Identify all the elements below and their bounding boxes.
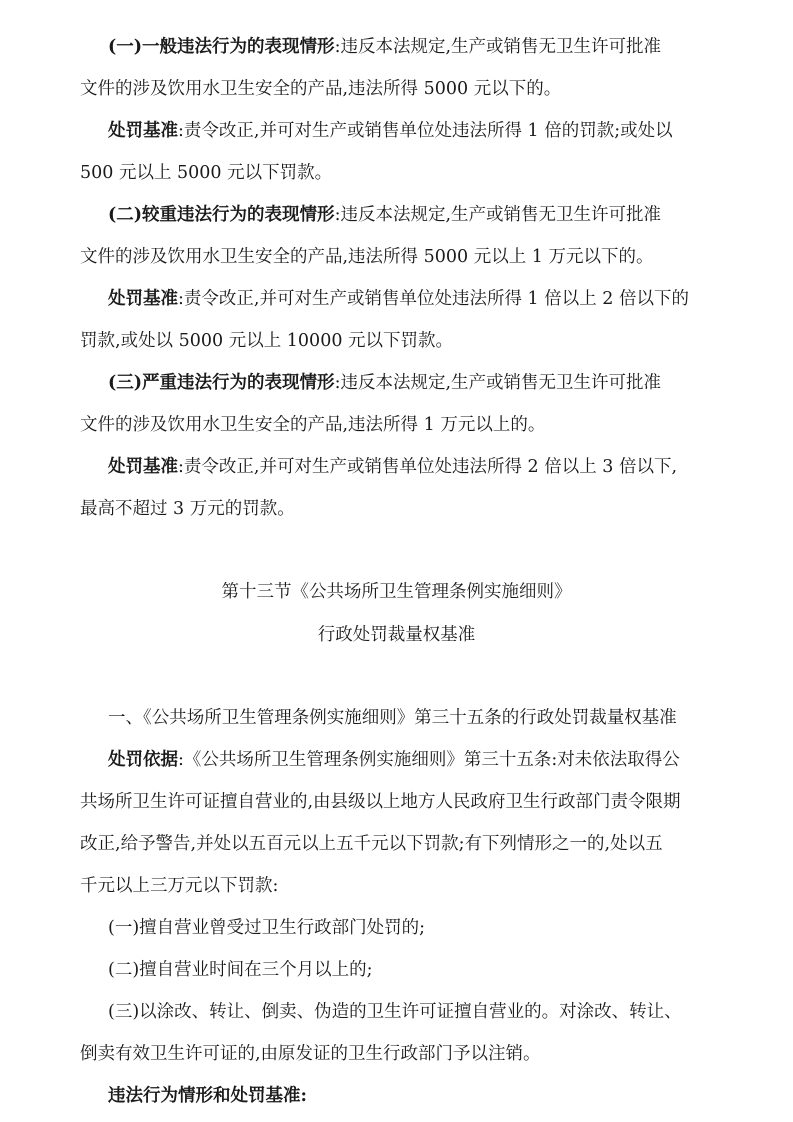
section-heading-subtitle: 行政处罚裁量权基准	[317, 625, 476, 645]
basis-text-line-3: 改正,给予警告,并处以五百元以上五千元以下罚款;有下列情形之一的,处以五	[80, 834, 663, 854]
case-item-2: (二)擅自营业时间在三个月以上的;	[108, 960, 373, 980]
severe-violation-text-cont: 文件的涉及饮用水卫生安全的产品,违法所得 1 万元以上的。	[80, 415, 546, 435]
general-violation-text: :违反本法规定,生产或销售无卫生许可批准	[334, 37, 662, 57]
basis-text: :《公共场所卫生管理条例实施细则》第三十五条:对未依法取得公	[178, 750, 680, 770]
case-item-3-cont: 倒卖有效卫生许可证的,由原发证的卫生行政部门予以注销。	[80, 1044, 541, 1064]
severe-violation-label: (三)严重违法行为的表现情形	[108, 373, 335, 393]
basis-paragraph	[108, 747, 720, 773]
serious-violation-text-cont: 文件的涉及饮用水卫生安全的产品,违法所得 5000 元以上 1 万元以下的。	[80, 247, 654, 267]
general-penalty-paragraph	[108, 118, 720, 144]
serious-penalty-text-cont: 罚款,或处以 5000 元以上 10000 元以下罚款。	[80, 331, 454, 351]
serious-violation-paragraph	[108, 202, 720, 228]
serious-violation-label: (二)较重违法行为的表现情形	[108, 205, 335, 225]
severe-penalty-text: :责令改正,并可对生产或销售单位处违法所得 2 倍以上 3 倍以下,	[178, 457, 678, 477]
severe-violation-paragraph	[108, 370, 720, 396]
serious-penalty-text: :责令改正,并可对生产或销售单位处违法所得 1 倍以上 2 倍以下的	[178, 289, 689, 309]
general-violation-text-cont: 文件的涉及饮用水卫生安全的产品,违法所得 5000 元以下的。	[80, 79, 562, 99]
general-penalty-label: 处罚基准	[108, 121, 178, 141]
serious-penalty-label: 处罚基准	[108, 289, 178, 309]
basis-label: 处罚依据	[108, 750, 178, 770]
serious-violation-text: :违反本法规定,生产或销售无卫生许可批准	[334, 205, 662, 225]
violation-penalty-subheading: 违法行为情形和处罚基准:	[108, 1086, 307, 1106]
severe-penalty-paragraph	[108, 454, 720, 480]
general-penalty-text: :责令改正,并可对生产或销售单位处违法所得 1 倍的罚款;或处以	[178, 121, 673, 141]
basis-text-line-2: 共场所卫生许可证擅自营业的,由县级以上地方人民政府卫生行政部门责令限期	[80, 792, 681, 812]
general-violation-label: (一)一般违法行为的表现情形	[108, 37, 335, 57]
general-violation-paragraph	[108, 34, 720, 60]
general-penalty-text-cont: 500 元以上 5000 元以下罚款。	[80, 163, 333, 183]
case-item-3: (三)以涂改、转让、倒卖、伪造的卫生许可证擅自营业的。对涂改、转让、	[108, 1002, 682, 1022]
severe-penalty-label: 处罚基准	[108, 457, 178, 477]
section-heading-title: 第十三节《公共场所卫生管理条例实施细则》	[221, 582, 572, 602]
serious-penalty-paragraph	[108, 286, 720, 312]
severe-violation-text: :违反本法规定,生产或销售无卫生许可批准	[334, 373, 662, 393]
basis-text-line-4: 千元以上三万元以下罚款:	[80, 876, 279, 896]
case-item-1: (一)擅自营业曾受过卫生行政部门处罚的;	[108, 918, 426, 938]
item-title: 一、《公共场所卫生管理条例实施细则》第三十五条的行政处罚裁量权基准	[108, 708, 677, 728]
severe-penalty-text-cont: 最高不超过 3 万元的罚款。	[80, 499, 295, 519]
